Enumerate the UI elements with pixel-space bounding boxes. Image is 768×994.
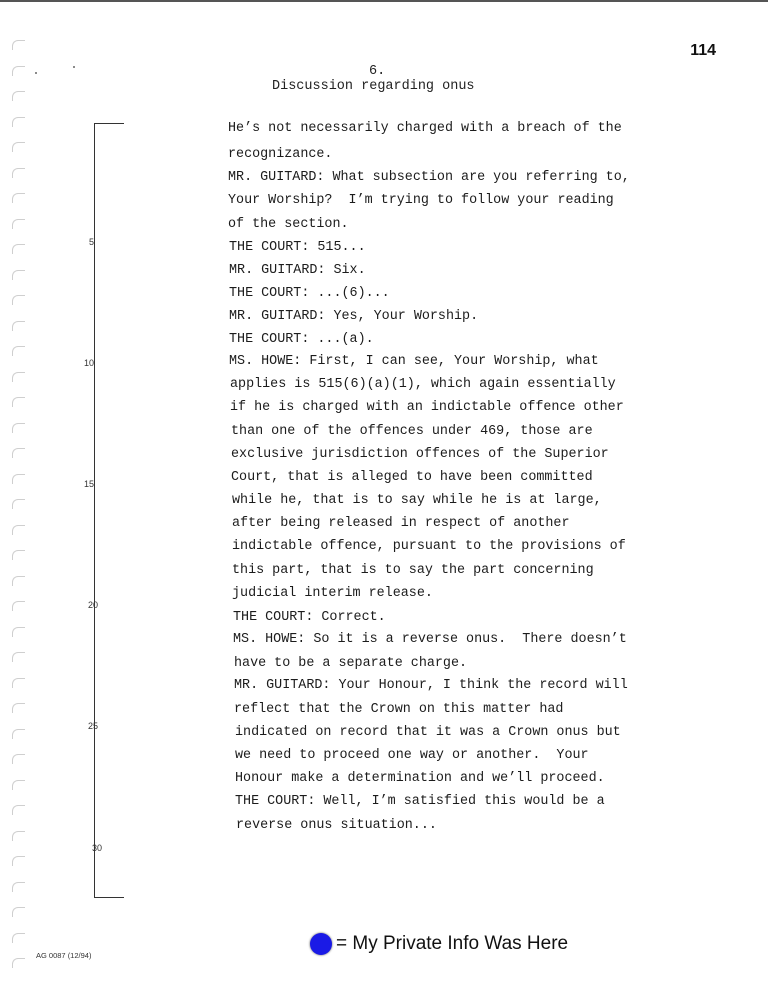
binding-hole-mark [12,346,25,356]
binding-hole-mark [12,856,25,866]
transcript-line: indicated on record that it was a Crown onus but [235,725,621,740]
page-number: 114 [690,42,716,59]
transcript-line: reflect that the Crown on this matter had [234,702,564,717]
line-bracket [94,123,124,898]
binding-hole-mark [12,601,25,611]
transcript-line: while he, that is to say while he is at large, [232,493,602,508]
binding-hole-mark [12,142,25,152]
transcript-line: exclusive jurisdiction offences of the Superior [231,447,609,462]
redaction-legend-text: = My Private Info Was Here [336,933,569,954]
transcript-line: THE COURT: ...(a). [229,332,374,347]
transcript-line: MR. GUITARD: Six. [229,263,366,278]
binding-hole-mark [12,91,25,101]
binding-hole-mark [12,270,25,280]
transcript-line: of the section. [228,217,349,232]
binding-hole-mark [12,831,25,841]
binding-hole-mark [12,397,25,407]
transcript-line: indictable offence, pursuant to the provisions of [232,539,626,554]
binding-hole-mark [12,525,25,535]
transcript-line: have to be a separate charge. [234,656,468,671]
transcript-line: MS. HOWE: So it is a reverse onus. There doesn’t [233,632,627,647]
binding-hole-mark [12,754,25,764]
transcript-line: if he is charged with an indictable offence other [230,400,624,415]
binding-hole-mark [12,703,25,713]
binding-hole-mark [12,576,25,586]
transcript-line: judicial interim release. [232,586,433,601]
binding-hole-mark [12,907,25,917]
transcript-line: after being released in respect of another [232,516,570,531]
binding-hole-mark [12,882,25,892]
binding-hole-mark [12,933,25,943]
line-number: 10 [83,358,94,368]
transcript-line: recognizance. [228,147,333,162]
transcript-line: applies is 515(6)(a)(1), which again essentially [230,377,616,392]
transcript-line: we need to proceed one way or another. Your [235,748,589,763]
form-code: AG 0087 (12/94) [36,951,92,960]
transcript-line: THE COURT: Well, I’m satisfied this would be a [235,794,605,809]
scan-speck [35,72,37,74]
section-title: Discussion regarding onus [272,79,475,94]
binding-hole-mark [12,780,25,790]
binding-hole-mark [12,448,25,458]
transcript-line: reverse onus situation... [236,818,437,833]
transcript-line: THE COURT: 515... [229,240,366,255]
binding-hole-mark [12,219,25,229]
transcript-line: THE COURT: ...(6)... [229,286,390,301]
transcript-line: Honour make a determination and we’ll proceed. [235,771,605,786]
binding-hole-marks [8,30,28,970]
transcript-line: MR. GUITARD: Yes, Your Worship. [229,309,479,324]
binding-hole-mark [12,474,25,484]
binding-hole-mark [12,40,25,50]
page-top-edge [0,0,768,2]
transcript-line: Your Worship? I’m trying to follow your reading [228,193,614,208]
redaction-legend [310,932,568,956]
binding-hole-mark [12,958,25,968]
scan-speck [73,66,75,68]
section-number: 6. [369,64,386,79]
redaction-dot-icon [310,933,332,955]
transcript-line: Court, that is alleged to have been committed [231,470,593,485]
line-number: 25 [87,721,98,731]
binding-hole-mark [12,499,25,509]
transcript-line: this part, that is to say the part concerning [232,563,594,578]
binding-hole-mark [12,729,25,739]
binding-hole-mark [12,193,25,203]
binding-hole-mark [12,168,25,178]
line-number: 30 [91,843,102,853]
transcript-line: He’s not necessarily charged with a breach of the [228,121,622,136]
line-number: 5 [88,237,94,247]
transcript-line: MS. HOWE: First, I can see, Your Worship, what [229,354,599,369]
binding-hole-mark [12,66,25,76]
binding-hole-mark [12,678,25,688]
line-number: 20 [87,600,98,610]
binding-hole-mark [12,627,25,637]
binding-hole-mark [12,295,25,305]
transcript-line: MR. GUITARD: Your Honour, I think the record will [234,678,628,693]
binding-hole-mark [12,423,25,433]
binding-hole-mark [12,550,25,560]
binding-hole-mark [12,805,25,815]
transcript-line: MR. GUITARD: What subsection are you referring to, [228,170,630,185]
binding-hole-mark [12,372,25,382]
binding-hole-mark [12,117,25,127]
transcript-line: than one of the offences under 469, those are [231,424,593,439]
binding-hole-mark [12,321,25,331]
transcript-line: THE COURT: Correct. [233,610,386,625]
line-number: 15 [83,479,94,489]
binding-hole-mark [12,244,25,254]
binding-hole-mark [12,652,25,662]
